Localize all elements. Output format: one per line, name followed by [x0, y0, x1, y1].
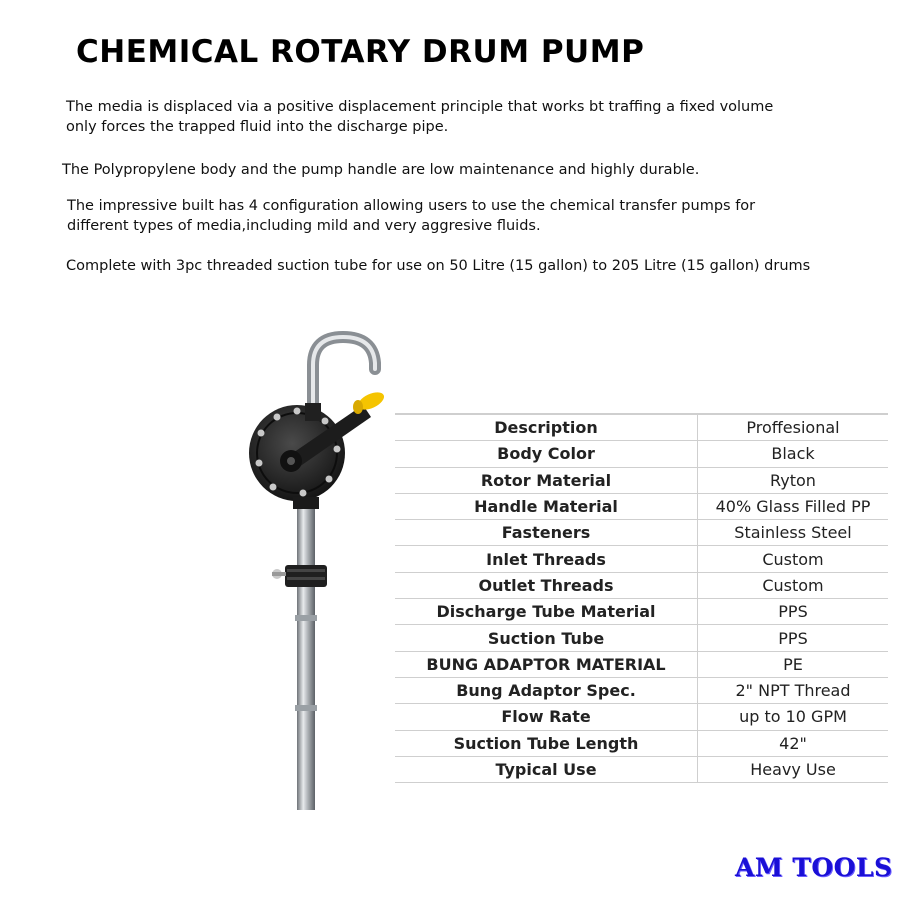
spec-label: Handle Material	[474, 497, 618, 517]
table-row	[395, 625, 888, 651]
spec-label: Rotor Material	[480, 470, 612, 490]
table-row	[395, 468, 888, 494]
spec-label: Body Color	[497, 444, 595, 464]
spec-value: Ryton	[697, 468, 888, 493]
table-row	[395, 652, 888, 678]
description-paragraph-2	[62, 160, 699, 180]
description-line: The impressive built has 4 configuration allowing users to use the chemical transfer pumps for	[67, 198, 756, 214]
spec-label: Fasteners	[501, 523, 591, 543]
description-line: only forces the trapped fluid into the discharge pipe.	[66, 119, 449, 135]
spec-value: PE	[697, 652, 888, 677]
spec-value: Proffesional	[697, 415, 888, 440]
table-row	[395, 731, 888, 757]
table-row	[395, 413, 888, 441]
rotary-drum-pump-image	[225, 325, 405, 815]
table-row	[395, 757, 888, 783]
spec-value: Black	[697, 441, 888, 466]
spec-value: PPS	[697, 599, 888, 624]
spec-value: 42"	[697, 731, 888, 756]
table-row	[395, 704, 888, 730]
table-row	[395, 599, 888, 625]
spec-label: Suction Tube Length	[453, 733, 639, 753]
spec-value: Custom	[697, 546, 888, 571]
spec-value: Stainless Steel	[697, 520, 888, 545]
description-paragraph-1	[66, 97, 773, 137]
spec-label: Flow Rate	[501, 707, 591, 727]
table-row	[395, 678, 888, 704]
specifications-table	[395, 413, 888, 783]
brand-logo: AM TOOLS	[735, 853, 893, 882]
table-row	[395, 520, 888, 546]
table-row	[395, 573, 888, 599]
table-row	[395, 494, 888, 520]
description-line: The Polypropylene body and the pump handle are low maintenance and highly durable.	[62, 162, 700, 178]
spec-value: up to 10 GPM	[697, 704, 888, 729]
description-paragraph-4	[66, 256, 810, 276]
description-line: The media is displaced via a positive displacement principle that works bt traffing a fixed volume	[66, 99, 774, 115]
suction-tube	[297, 505, 315, 810]
spec-label: BUNG ADAPTOR MATERIAL	[426, 654, 666, 674]
description-line: different types of media,including mild and very aggresive fluids.	[67, 218, 541, 234]
spec-label: Bung Adaptor Spec.	[456, 681, 636, 701]
page-title: CHEMICAL ROTARY DRUM PUMP	[76, 34, 645, 70]
spec-value: 40% Glass Filled PP	[697, 494, 888, 519]
spec-value: PPS	[697, 625, 888, 650]
spec-label: Outlet Threads	[478, 575, 614, 595]
spec-label: Suction Tube	[487, 628, 605, 648]
spec-label: Typical Use	[495, 760, 597, 779]
description-line: Complete with 3pc threaded suction tube for use on 50 Litre (15 gallon) to 205 Litre (15 gallon) drums	[66, 258, 811, 274]
spec-label: Inlet Threads	[486, 549, 606, 569]
table-row	[395, 441, 888, 467]
spec-value: Heavy Use	[697, 757, 888, 782]
spec-value: 2" NPT Thread	[697, 678, 888, 703]
spec-label: Discharge Tube Material	[436, 602, 656, 622]
spec-label: Description	[494, 418, 598, 438]
description-paragraph-3	[67, 196, 755, 236]
table-row	[395, 546, 888, 572]
bung-adaptor	[285, 565, 327, 587]
spec-value: Custom	[697, 573, 888, 598]
